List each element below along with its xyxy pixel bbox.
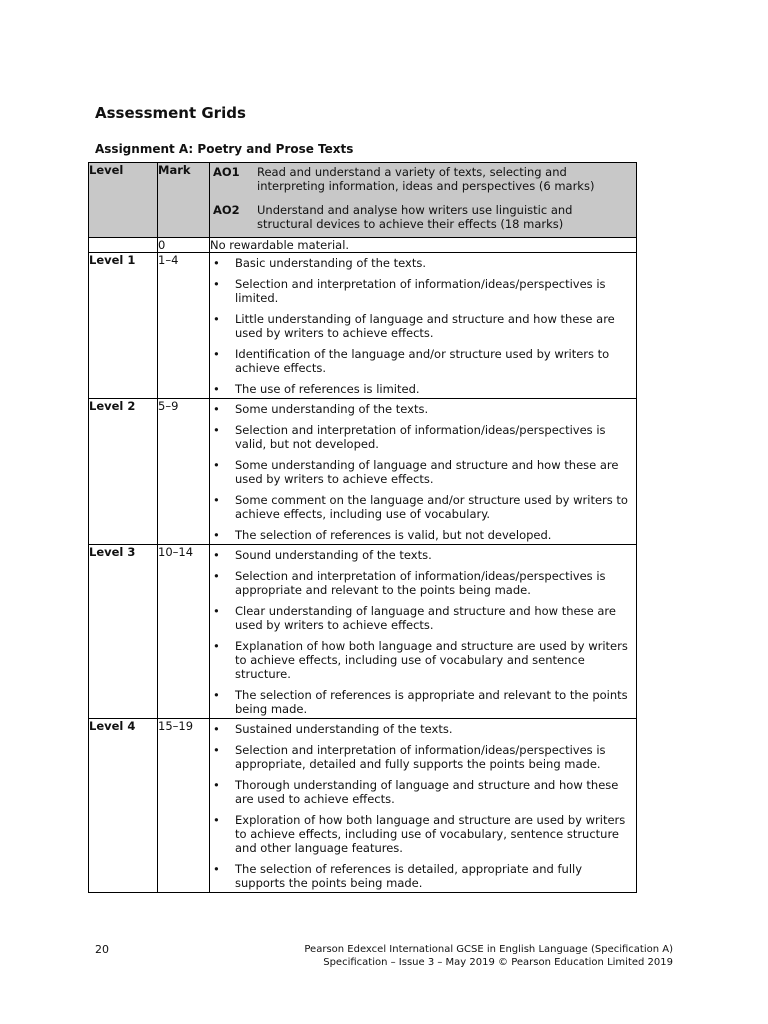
- zero-text: No rewardable material.: [210, 238, 637, 253]
- descriptor-text: Sustained understanding of the texts.: [235, 722, 453, 736]
- bullet-icon: •: [213, 813, 220, 827]
- bullet-icon: •: [213, 423, 220, 437]
- descriptor-text: Some comment on the language and/or structure used by writers to achieve effects, including use of vocabulary.: [235, 493, 628, 521]
- header-objectives: [210, 163, 637, 238]
- footer-line-1: Pearson Edexcel International GCSE in English Language (Specification A): [304, 944, 673, 955]
- bullet-icon: •: [213, 528, 220, 542]
- descriptor-text: The selection of references is appropriate and relevant to the points being made.: [235, 688, 628, 716]
- descriptor-item: [213, 722, 630, 736]
- descriptor-text: The selection of references is valid, but not developed.: [235, 528, 552, 542]
- objective-ao2: [210, 201, 636, 231]
- level-row: [89, 399, 637, 545]
- descriptors-cell: [210, 719, 637, 893]
- zero-mark: 0: [158, 238, 210, 253]
- descriptor-text: The use of references is limited.: [235, 382, 420, 396]
- objective-text: Read and understand a variety of texts, selecting and interpreting information, ideas and perspectives (6 marks): [257, 165, 595, 193]
- footer-line-2: Specification – Issue 3 – May 2019 © Pearson Education Limited 2019: [323, 957, 673, 968]
- bullet-icon: •: [213, 382, 220, 396]
- descriptor-text: Sound understanding of the texts.: [235, 548, 432, 562]
- level-label: Level 3: [89, 545, 158, 719]
- level-row: [89, 545, 637, 719]
- bullet-icon: •: [213, 604, 220, 618]
- descriptor-list: [210, 253, 636, 398]
- descriptor-item: [213, 688, 630, 716]
- descriptor-item: [213, 528, 630, 542]
- bullet-icon: •: [213, 493, 220, 507]
- bullet-icon: •: [213, 277, 220, 291]
- descriptor-item: [213, 778, 630, 806]
- descriptor-item: [213, 493, 630, 521]
- descriptor-text: Exploration of how both language and structure are used by writers to achieve effects, including use of vocabulary, sentence structure and other language features.: [235, 813, 626, 855]
- objective-code: AO1: [213, 165, 240, 179]
- descriptor-text: Selection and interpretation of information/ideas/perspectives is appropriate, detailed and fully supports the points being made.: [235, 743, 606, 771]
- descriptor-text: Some understanding of the texts.: [235, 402, 429, 416]
- descriptor-list: [210, 399, 636, 544]
- bullet-icon: •: [213, 312, 220, 326]
- descriptor-item: [213, 256, 630, 270]
- mark-range: 15–19: [158, 719, 210, 893]
- descriptor-list: [210, 719, 636, 892]
- bullet-icon: •: [213, 256, 220, 270]
- mark-range: 5–9: [158, 399, 210, 545]
- descriptor-item: [213, 423, 630, 451]
- bullet-icon: •: [213, 778, 220, 792]
- descriptor-item: [213, 743, 630, 771]
- descriptor-text: Thorough understanding of language and structure and how these are used to achieve effects.: [235, 778, 619, 806]
- descriptor-item: [213, 862, 630, 890]
- descriptor-item: [213, 813, 630, 855]
- page-number: 20: [95, 943, 109, 956]
- bullet-icon: •: [213, 862, 220, 876]
- footer-text: [304, 943, 673, 969]
- descriptor-text: The selection of references is detailed, appropriate and fully supports the points being made.: [235, 862, 583, 890]
- descriptor-item: [213, 458, 630, 486]
- table-header-row: [89, 163, 637, 238]
- descriptor-text: Selection and interpretation of information/ideas/perspectives is limited.: [235, 277, 606, 305]
- page-title: Assessment Grids: [95, 104, 246, 122]
- descriptors-cell: [210, 253, 637, 399]
- bullet-icon: •: [213, 639, 220, 653]
- descriptor-item: [213, 604, 630, 632]
- header-level: Level: [89, 163, 158, 238]
- bullet-icon: •: [213, 743, 220, 757]
- descriptors-cell: [210, 399, 637, 545]
- descriptor-item: [213, 569, 630, 597]
- descriptor-text: Identification of the language and/or structure used by writers to achieve effects.: [235, 347, 610, 375]
- descriptor-text: Selection and interpretation of information/ideas/perspectives is appropriate and relevant to the points being made.: [235, 569, 606, 597]
- level-row: [89, 719, 637, 893]
- objective-code: AO2: [213, 203, 240, 217]
- descriptor-item: [213, 639, 630, 681]
- descriptor-text: Clear understanding of language and structure and how these are used by writers to achieve effects.: [235, 604, 616, 632]
- descriptor-text: Selection and interpretation of information/ideas/perspectives is valid, but not developed.: [235, 423, 606, 451]
- objective-text: Understand and analyse how writers use linguistic and structural devices to achieve their effects (18 marks): [257, 203, 573, 231]
- level-label: Level 1: [89, 253, 158, 399]
- bullet-icon: •: [213, 688, 220, 702]
- descriptor-item: [213, 347, 630, 375]
- bullet-icon: •: [213, 347, 220, 361]
- descriptor-list: [210, 545, 636, 718]
- descriptor-item: [213, 277, 630, 305]
- bullet-icon: •: [213, 569, 220, 583]
- descriptors-cell: [210, 545, 637, 719]
- bullet-icon: •: [213, 458, 220, 472]
- header-mark: Mark: [158, 163, 210, 238]
- level-row: [89, 253, 637, 399]
- objective-ao1: [210, 163, 636, 193]
- zero-mark-row: [89, 238, 637, 253]
- descriptor-item: [213, 382, 630, 396]
- mark-range: 1–4: [158, 253, 210, 399]
- descriptor-item: [213, 402, 630, 416]
- bullet-icon: •: [213, 548, 220, 562]
- descriptor-text: Some understanding of language and structure and how these are used by writers to achieve effects.: [235, 458, 619, 486]
- zero-level-cell: [89, 238, 158, 253]
- bullet-icon: •: [213, 402, 220, 416]
- level-label: Level 4: [89, 719, 158, 893]
- descriptor-item: [213, 548, 630, 562]
- section-title: Assignment A: Poetry and Prose Texts: [95, 142, 354, 156]
- descriptor-item: [213, 312, 630, 340]
- level-label: Level 2: [89, 399, 158, 545]
- assessment-grid-table: [88, 162, 637, 893]
- mark-range: 10–14: [158, 545, 210, 719]
- descriptor-text: Basic understanding of the texts.: [235, 256, 426, 270]
- descriptor-text: Explanation of how both language and structure are used by writers to achieve effects, including use of vocabulary and sentence structure.: [235, 639, 628, 681]
- bullet-icon: •: [213, 722, 220, 736]
- descriptor-text: Little understanding of language and structure and how these are used by writers to achieve effects.: [235, 312, 615, 340]
